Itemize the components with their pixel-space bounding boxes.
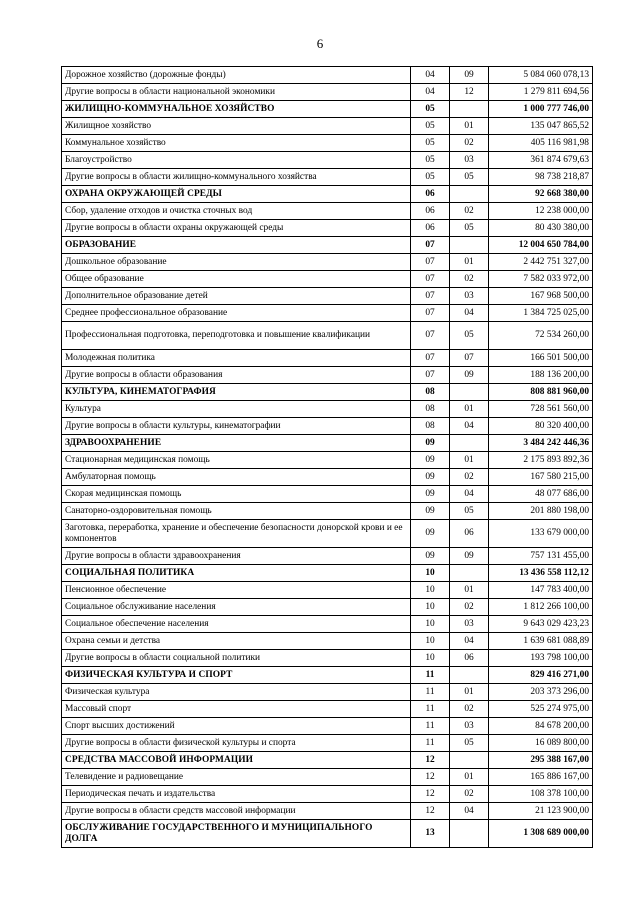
row-amount-cell: 84 678 200,00: [489, 718, 593, 735]
row-amount-cell: 1 812 266 100,00: [489, 599, 593, 616]
row-section-code-cell: 09: [411, 469, 450, 486]
table-row: [62, 322, 593, 350]
row-subsection-code-cell: 06: [450, 650, 489, 667]
section-row: [62, 667, 593, 684]
row-name-cell: Другие вопросы в области здравоохранения: [62, 548, 411, 565]
table-row: [62, 548, 593, 565]
row-amount-cell: 80 430 380,00: [489, 220, 593, 237]
row-name-cell: Дошкольное образование: [62, 254, 411, 271]
row-subsection-code-cell: 04: [450, 803, 489, 820]
row-amount-cell: 829 416 271,00: [489, 667, 593, 684]
section-row: [62, 384, 593, 401]
row-name-cell: ЗДРАВООХРАНЕНИЕ: [62, 435, 411, 452]
row-name-cell: Социальное обеспечение населения: [62, 616, 411, 633]
row-amount-cell: 188 136 200,00: [489, 367, 593, 384]
table-row: [62, 486, 593, 503]
row-section-code-cell: 11: [411, 667, 450, 684]
row-subsection-code-cell: [450, 237, 489, 254]
table-row: [62, 452, 593, 469]
section-row: [62, 752, 593, 769]
table-row: [62, 469, 593, 486]
row-subsection-code-cell: 02: [450, 135, 489, 152]
row-name-cell: Социальное обслуживание населения: [62, 599, 411, 616]
row-amount-cell: 9 643 029 423,23: [489, 616, 593, 633]
budget-table: [61, 66, 593, 848]
row-name-cell: ОБРАЗОВАНИЕ: [62, 237, 411, 254]
row-subsection-code-cell: 01: [450, 401, 489, 418]
row-amount-cell: 728 561 560,00: [489, 401, 593, 418]
row-amount-cell: 2 175 893 892,36: [489, 452, 593, 469]
table-row: [62, 786, 593, 803]
row-name-cell: Телевидение и радиовещание: [62, 769, 411, 786]
row-section-code-cell: 09: [411, 503, 450, 520]
row-name-cell: Другие вопросы в области культуры, кинематографии: [62, 418, 411, 435]
table-row: [62, 271, 593, 288]
row-section-code-cell: 12: [411, 769, 450, 786]
row-section-code-cell: 06: [411, 186, 450, 203]
row-subsection-code-cell: 09: [450, 367, 489, 384]
table-row: [62, 350, 593, 367]
row-amount-cell: 3 484 242 446,36: [489, 435, 593, 452]
row-amount-cell: 98 738 218,87: [489, 169, 593, 186]
row-subsection-code-cell: 02: [450, 203, 489, 220]
row-subsection-code-cell: 05: [450, 735, 489, 752]
row-subsection-code-cell: 03: [450, 616, 489, 633]
table-row: [62, 701, 593, 718]
row-section-code-cell: 08: [411, 401, 450, 418]
row-name-cell: Коммунальное хозяйство: [62, 135, 411, 152]
row-amount-cell: 1 384 725 025,00: [489, 305, 593, 322]
section-row: [62, 565, 593, 582]
section-row: [62, 101, 593, 118]
row-amount-cell: 361 874 679,63: [489, 152, 593, 169]
table-row: [62, 67, 593, 84]
row-section-code-cell: 05: [411, 169, 450, 186]
section-row: [62, 820, 593, 848]
row-amount-cell: 12 004 650 784,00: [489, 237, 593, 254]
table-row: [62, 84, 593, 101]
table-row: [62, 684, 593, 701]
row-name-cell: Периодическая печать и издательства: [62, 786, 411, 803]
row-name-cell: Заготовка, переработка, хранение и обеспечение безопасности донорской крови и ее компонентов: [62, 520, 411, 548]
row-subsection-code-cell: 06: [450, 520, 489, 548]
row-subsection-code-cell: 02: [450, 469, 489, 486]
row-amount-cell: 108 378 100,00: [489, 786, 593, 803]
row-name-cell: Стационарная медицинская помощь: [62, 452, 411, 469]
row-name-cell: Другие вопросы в области национальной экономики: [62, 84, 411, 101]
table-row: [62, 582, 593, 599]
row-subsection-code-cell: 01: [450, 769, 489, 786]
row-section-code-cell: 11: [411, 684, 450, 701]
row-amount-cell: 1 000 777 746,00: [489, 101, 593, 118]
row-name-cell: Санаторно-оздоровительная помощь: [62, 503, 411, 520]
row-name-cell: Другие вопросы в области средств массовой информации: [62, 803, 411, 820]
row-name-cell: Спорт высших достижений: [62, 718, 411, 735]
row-section-code-cell: 09: [411, 486, 450, 503]
row-section-code-cell: 07: [411, 350, 450, 367]
row-subsection-code-cell: [450, 667, 489, 684]
row-name-cell: Другие вопросы в области физической культуры и спорта: [62, 735, 411, 752]
row-section-code-cell: 05: [411, 118, 450, 135]
row-subsection-code-cell: [450, 435, 489, 452]
row-name-cell: Благоустройство: [62, 152, 411, 169]
row-name-cell: Культура: [62, 401, 411, 418]
table-row: [62, 401, 593, 418]
row-amount-cell: 2 442 751 327,00: [489, 254, 593, 271]
row-amount-cell: 48 077 686,00: [489, 486, 593, 503]
row-subsection-code-cell: 05: [450, 503, 489, 520]
row-amount-cell: 80 320 400,00: [489, 418, 593, 435]
row-section-code-cell: 10: [411, 633, 450, 650]
row-subsection-code-cell: 12: [450, 84, 489, 101]
row-section-code-cell: 07: [411, 367, 450, 384]
section-row: [62, 186, 593, 203]
row-section-code-cell: 05: [411, 152, 450, 169]
table-row: [62, 418, 593, 435]
row-amount-cell: 167 580 215,00: [489, 469, 593, 486]
row-amount-cell: 21 123 900,00: [489, 803, 593, 820]
page-number: 6: [316, 36, 324, 51]
row-subsection-code-cell: [450, 820, 489, 848]
table-row: [62, 220, 593, 237]
row-amount-cell: 133 679 000,00: [489, 520, 593, 548]
row-section-code-cell: 10: [411, 599, 450, 616]
row-section-code-cell: 05: [411, 101, 450, 118]
row-amount-cell: 201 880 198,00: [489, 503, 593, 520]
row-subsection-code-cell: [450, 565, 489, 582]
row-section-code-cell: 07: [411, 271, 450, 288]
table-row: [62, 254, 593, 271]
row-name-cell: Массовый спорт: [62, 701, 411, 718]
row-name-cell: ОБСЛУЖИВАНИЕ ГОСУДАРСТВЕННОГО И МУНИЦИПАЛЬНОГО ДОЛГА: [62, 820, 411, 848]
row-amount-cell: 72 534 260,00: [489, 322, 593, 350]
row-section-code-cell: 08: [411, 384, 450, 401]
row-amount-cell: 295 388 167,00: [489, 752, 593, 769]
budget-table-body: [62, 67, 593, 848]
row-amount-cell: 1 639 681 088,89: [489, 633, 593, 650]
row-section-code-cell: 09: [411, 548, 450, 565]
table-row: [62, 520, 593, 548]
row-section-code-cell: 07: [411, 254, 450, 271]
row-subsection-code-cell: 09: [450, 548, 489, 565]
row-subsection-code-cell: 01: [450, 118, 489, 135]
row-amount-cell: 147 783 400,00: [489, 582, 593, 599]
row-amount-cell: 808 881 960,00: [489, 384, 593, 401]
row-section-code-cell: 12: [411, 803, 450, 820]
section-row: [62, 435, 593, 452]
row-subsection-code-cell: 01: [450, 582, 489, 599]
row-amount-cell: 1 308 689 000,00: [489, 820, 593, 848]
table-row: [62, 599, 593, 616]
row-section-code-cell: 08: [411, 418, 450, 435]
row-amount-cell: 405 116 981,98: [489, 135, 593, 152]
row-name-cell: Другие вопросы в области охраны окружающей среды: [62, 220, 411, 237]
row-amount-cell: 203 373 296,00: [489, 684, 593, 701]
row-subsection-code-cell: 04: [450, 418, 489, 435]
row-amount-cell: 525 274 975,00: [489, 701, 593, 718]
row-subsection-code-cell: 03: [450, 288, 489, 305]
table-row: [62, 203, 593, 220]
row-name-cell: Среднее профессиональное образование: [62, 305, 411, 322]
row-name-cell: КУЛЬТУРА, КИНЕМАТОГРАФИЯ: [62, 384, 411, 401]
row-subsection-code-cell: 05: [450, 220, 489, 237]
row-subsection-code-cell: 01: [450, 684, 489, 701]
row-amount-cell: 16 089 800,00: [489, 735, 593, 752]
row-section-code-cell: 06: [411, 203, 450, 220]
row-name-cell: Сбор, удаление отходов и очистка сточных вод: [62, 203, 411, 220]
row-name-cell: Скорая медицинская помощь: [62, 486, 411, 503]
row-name-cell: Профессиональная подготовка, переподготовка и повышение квалификации: [62, 322, 411, 350]
row-section-code-cell: 10: [411, 650, 450, 667]
row-name-cell: Дополнительное образование детей: [62, 288, 411, 305]
table-row: [62, 367, 593, 384]
row-subsection-code-cell: 04: [450, 305, 489, 322]
table-row: [62, 616, 593, 633]
table-row: [62, 735, 593, 752]
row-amount-cell: 5 084 060 078,13: [489, 67, 593, 84]
row-name-cell: СРЕДСТВА МАССОВОЙ ИНФОРМАЦИИ: [62, 752, 411, 769]
row-section-code-cell: 09: [411, 452, 450, 469]
row-name-cell: Охрана семьи и детства: [62, 633, 411, 650]
table-row: [62, 650, 593, 667]
row-name-cell: Другие вопросы в области социальной политики: [62, 650, 411, 667]
table-row: [62, 118, 593, 135]
row-name-cell: Общее образование: [62, 271, 411, 288]
row-amount-cell: 166 501 500,00: [489, 350, 593, 367]
row-subsection-code-cell: [450, 186, 489, 203]
row-subsection-code-cell: 05: [450, 169, 489, 186]
row-subsection-code-cell: 01: [450, 452, 489, 469]
row-name-cell: СОЦИАЛЬНАЯ ПОЛИТИКА: [62, 565, 411, 582]
row-subsection-code-cell: 02: [450, 271, 489, 288]
row-subsection-code-cell: 04: [450, 486, 489, 503]
row-subsection-code-cell: 07: [450, 350, 489, 367]
row-name-cell: Амбулаторная помощь: [62, 469, 411, 486]
row-subsection-code-cell: 01: [450, 254, 489, 271]
row-amount-cell: 1 279 811 694,56: [489, 84, 593, 101]
table-row: [62, 152, 593, 169]
table-row: [62, 305, 593, 322]
table-row: [62, 503, 593, 520]
row-subsection-code-cell: 02: [450, 599, 489, 616]
section-row: [62, 237, 593, 254]
row-section-code-cell: 11: [411, 735, 450, 752]
row-amount-cell: 135 047 865,52: [489, 118, 593, 135]
row-section-code-cell: 09: [411, 520, 450, 548]
row-section-code-cell: 04: [411, 84, 450, 101]
table-row: [62, 135, 593, 152]
row-section-code-cell: 13: [411, 820, 450, 848]
row-name-cell: ФИЗИЧЕСКАЯ КУЛЬТУРА И СПОРТ: [62, 667, 411, 684]
row-subsection-code-cell: 02: [450, 701, 489, 718]
row-section-code-cell: 10: [411, 616, 450, 633]
row-subsection-code-cell: 02: [450, 786, 489, 803]
row-section-code-cell: 04: [411, 67, 450, 84]
row-amount-cell: 193 798 100,00: [489, 650, 593, 667]
row-name-cell: Дорожное хозяйство (дорожные фонды): [62, 67, 411, 84]
row-amount-cell: 165 886 167,00: [489, 769, 593, 786]
row-section-code-cell: 05: [411, 135, 450, 152]
row-subsection-code-cell: 05: [450, 322, 489, 350]
row-amount-cell: 12 238 000,00: [489, 203, 593, 220]
row-name-cell: Пенсионное обеспечение: [62, 582, 411, 599]
table-row: [62, 169, 593, 186]
row-name-cell: ЖИЛИЩНО-КОММУНАЛЬНОЕ ХОЗЯЙСТВО: [62, 101, 411, 118]
row-amount-cell: 167 968 500,00: [489, 288, 593, 305]
row-amount-cell: 13 436 558 112,12: [489, 565, 593, 582]
row-amount-cell: 7 582 033 972,00: [489, 271, 593, 288]
row-section-code-cell: 07: [411, 305, 450, 322]
table-row: [62, 288, 593, 305]
row-subsection-code-cell: [450, 752, 489, 769]
row-name-cell: ОХРАНА ОКРУЖАЮЩЕЙ СРЕДЫ: [62, 186, 411, 203]
table-row: [62, 633, 593, 650]
row-section-code-cell: 12: [411, 752, 450, 769]
row-amount-cell: 757 131 455,00: [489, 548, 593, 565]
row-section-code-cell: 11: [411, 718, 450, 735]
row-subsection-code-cell: 03: [450, 718, 489, 735]
row-section-code-cell: 07: [411, 288, 450, 305]
row-subsection-code-cell: 04: [450, 633, 489, 650]
table-row: [62, 769, 593, 786]
row-subsection-code-cell: [450, 101, 489, 118]
row-name-cell: Жилищное хозяйство: [62, 118, 411, 135]
table-row: [62, 718, 593, 735]
row-section-code-cell: 11: [411, 701, 450, 718]
row-section-code-cell: 07: [411, 237, 450, 254]
row-subsection-code-cell: 09: [450, 67, 489, 84]
row-section-code-cell: 07: [411, 322, 450, 350]
row-section-code-cell: 06: [411, 220, 450, 237]
row-section-code-cell: 10: [411, 582, 450, 599]
row-name-cell: Другие вопросы в области образования: [62, 367, 411, 384]
row-name-cell: Молодежная политика: [62, 350, 411, 367]
row-amount-cell: 92 668 380,00: [489, 186, 593, 203]
table-row: [62, 803, 593, 820]
row-section-code-cell: 09: [411, 435, 450, 452]
row-subsection-code-cell: 03: [450, 152, 489, 169]
row-name-cell: Другие вопросы в области жилищно-коммунального хозяйства: [62, 169, 411, 186]
row-section-code-cell: 10: [411, 565, 450, 582]
row-section-code-cell: 12: [411, 786, 450, 803]
row-subsection-code-cell: [450, 384, 489, 401]
row-name-cell: Физическая культура: [62, 684, 411, 701]
